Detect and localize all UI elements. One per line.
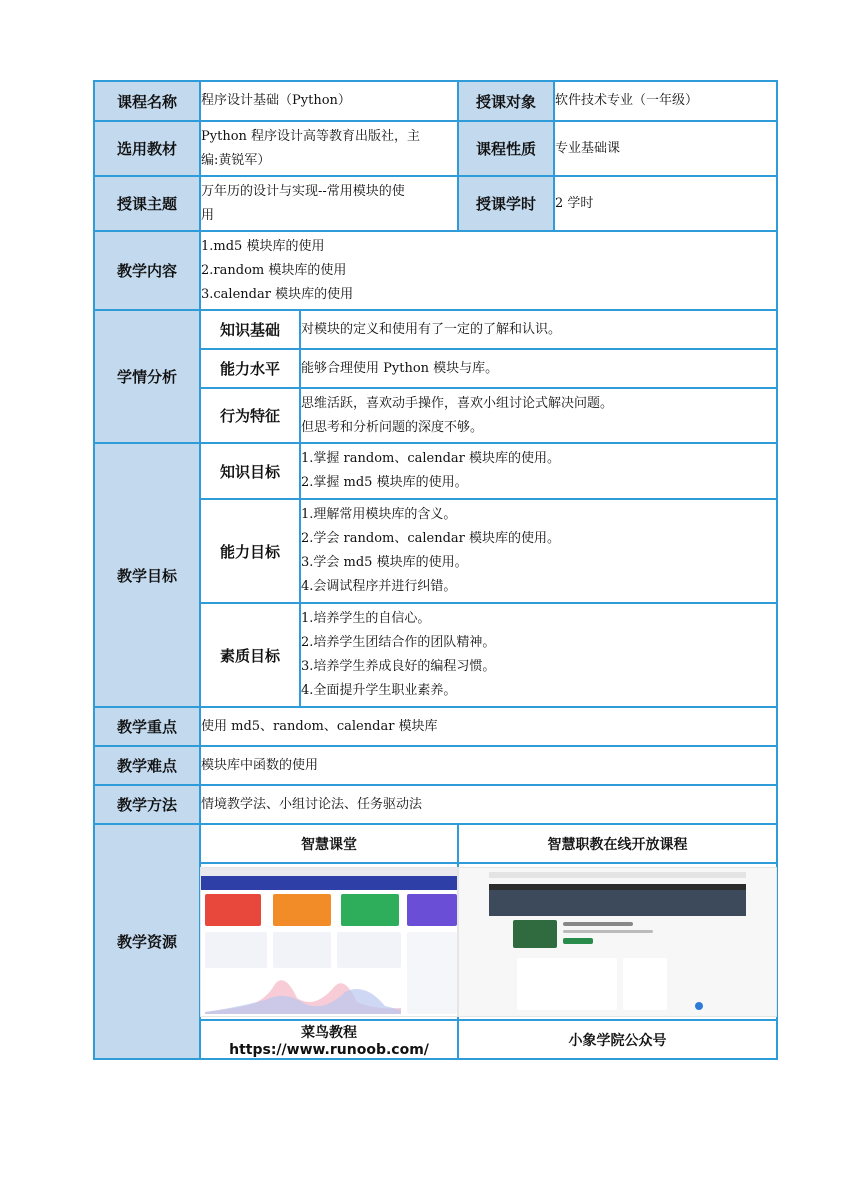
objective-line: 2.培养学生团结合作的团队精神。 [301,635,496,650]
objective-value [300,603,777,707]
topic-value [200,176,458,231]
topic-line: 万年历的设计与实现--常用模块的使 [201,183,405,199]
course-name-value: 程序设计基础（Python） [200,81,458,121]
difficulties-label: 教学难点 [94,746,200,785]
analysis-value [300,310,777,349]
objectives-label: 教学目标 [94,443,200,707]
analysis-sub-label: 行为特征 [200,388,300,443]
objective-line: 1.理解常用模块库的含义。 [301,507,457,522]
resources-label: 教学资源 [94,824,200,1059]
hours-value: 2 学时 [554,176,777,231]
audience-label: 授课对象 [458,81,554,121]
mooc-platform-screenshot-cell [458,863,777,1020]
course-type-label: 课程性质 [458,121,554,176]
content-line: 2.random 模块库的使用 [201,262,347,278]
runoob-link[interactable]: 菜鸟教程 https://www.runoob.com/ [200,1020,458,1059]
smart-classroom-screenshot [201,868,457,1016]
textbook-line: Python 程序设计高等教育出版社，主 [201,128,421,144]
objective-line: 1.掌握 random、calendar 模块库的使用。 [301,451,561,466]
analysis-line: 能够合理使用 Python 模块与库。 [301,360,499,376]
analysis-line: 但思考和分析问题的深度不够。 [301,419,484,435]
trend-chart-icon [205,972,401,1014]
textbook-label: 选用教材 [94,121,200,176]
objective-sub-label: 能力目标 [200,499,300,603]
resource-left-title: 智慧课堂 [200,824,458,863]
smart-classroom-screenshot-cell [200,863,458,1020]
analysis-sub-label: 能力水平 [200,349,300,388]
audience-value: 软件技术专业（一年级） [554,81,777,121]
objective-sub-label: 知识目标 [200,443,300,499]
objective-line: 2.掌握 md5 模块库的使用。 [301,475,468,490]
topic-label: 授课主题 [94,176,200,231]
resource-right-title: 智慧职教在线开放课程 [458,824,777,863]
hours-label: 授课学时 [458,176,554,231]
topic-line: 用 [201,207,215,223]
objective-value [300,499,777,603]
objective-value [300,443,777,499]
analysis-value [300,388,777,443]
key-points-value: 使用 md5、random、calendar 模块库 [200,707,777,746]
methods-label: 教学方法 [94,785,200,824]
analysis-value [300,349,777,388]
content-line: 3.calendar 模块库的使用 [201,286,354,302]
difficulties-value: 模块库中函数的使用 [200,746,777,785]
analysis-sub-label: 知识基础 [200,310,300,349]
objective-line: 4.全面提升学生职业素养。 [301,683,457,698]
objective-line: 2.学会 random、calendar 模块库的使用。 [301,531,561,546]
objective-line: 4.会调试程序并进行纠错。 [301,579,457,594]
objective-sub-label: 素质目标 [200,603,300,707]
lesson-plan-table [93,80,778,1060]
textbook-value [200,121,458,176]
course-type-value: 专业基础课 [554,121,777,176]
analysis-line: 思维活跃，喜欢动手操作，喜欢小组讨论式解决问题。 [301,395,614,411]
key-points-label: 教学重点 [94,707,200,746]
objective-line: 3.培养学生养成良好的编程习惯。 [301,659,496,674]
objective-line: 1.培养学生的自信心。 [301,611,431,626]
methods-value: 情境教学法、小组讨论法、任务驱动法 [200,785,777,824]
analysis-label: 学情分析 [94,310,200,443]
analysis-line: 对模块的定义和使用有了一定的了解和认识。 [301,321,562,337]
xiaoxiang-official-account: 小象学院公众号 [458,1020,777,1059]
content-line: 1.md5 模块库的使用 [201,238,325,254]
course-name-label: 课程名称 [94,81,200,121]
objective-line: 3.学会 md5 模块库的使用。 [301,555,468,570]
textbook-line: 编:黄锐军） [201,152,271,168]
content-value [200,231,777,310]
mooc-platform-screenshot [459,868,776,1016]
content-label: 教学内容 [94,231,200,310]
